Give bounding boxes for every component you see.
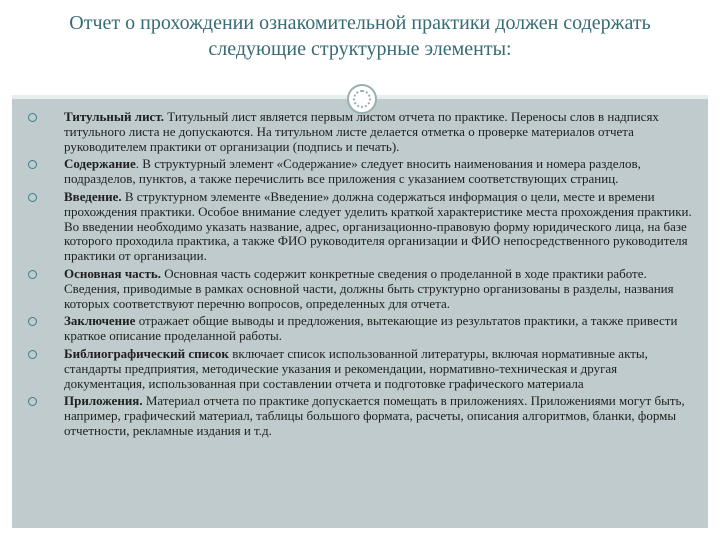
item-text: Материал отчета по практике допускается помещать в приложениях. Приложениями могут быть, например, графический материал, таблицы большого формата, расчеты, описания алгоритмов, бланки, формы отчетности, рекламные издания и т.д. bbox=[64, 393, 685, 438]
list-item-appendices bbox=[24, 394, 700, 438]
item-text: В структурном элементе «Введение» должна содержаться информация о цели, месте и времени прохождения практики. Особое внимание следует уделить краткой характеристике места прохождения практики. Во введении необходимо указать название, адрес, организационно-правовую форму юридического лица, на базе которого проходила практика, а также ФИО руководителя организации и ФИО непосредственного руководителя практики от организации. bbox=[64, 188, 692, 264]
item-text: Основная часть содержит конкретные сведения о проделанной в ходе практики работе. Сведения, приводимые в рамках основной части, должны быть структурно организованы в разделы, названия которых соответствуют перечню вопросов, определенных для отчета. bbox=[64, 265, 674, 311]
item-term: Заключение bbox=[64, 313, 136, 329]
circle-bullet-icon bbox=[28, 160, 37, 169]
item-term: Введение. bbox=[64, 188, 122, 204]
circle-bullet-icon bbox=[28, 193, 37, 202]
list-item-bibliography bbox=[24, 347, 700, 391]
list-item-title-page bbox=[24, 110, 700, 154]
content-list bbox=[24, 110, 700, 442]
circle-bullet-icon bbox=[28, 317, 37, 326]
list-item-main-part bbox=[24, 267, 700, 311]
circle-bullet-icon bbox=[28, 270, 37, 279]
item-text: . В структурный элемент «Содержание» следует вносить наименования и номера разделов, подразделов, пунктов, а также перечислить все приложения с указанием соответствующих страниц. bbox=[64, 156, 641, 187]
item-text: Титульный лист является первым листом отчета по практике. Переносы слов в надписях титульного листа не допускаются. На титульном листе делается отметка о проверке материалов отчета руководителем практики от организации (подпись и печать). bbox=[64, 109, 659, 154]
circle-bullet-icon bbox=[28, 397, 37, 406]
circle-bullet-icon bbox=[28, 113, 37, 122]
circle-bullet-icon bbox=[28, 350, 37, 359]
item-term: Приложения. bbox=[64, 393, 143, 409]
slide-title bbox=[32, 10, 688, 62]
item-term: Титульный лист. bbox=[64, 109, 164, 124]
list-item-introduction bbox=[24, 190, 700, 264]
title-line-2: следующие структурные элементы: bbox=[208, 38, 512, 60]
item-text: включает список использованной литературы, включая нормативные акты, стандарты предприятия, методические указания и рекомендации, нормативно-техническая и другая документация, использованная при составлении отчета и подготовке графического материала bbox=[64, 345, 648, 391]
title-line-1: Отчет о прохождении ознакомительной практики должен содержать bbox=[69, 12, 651, 34]
item-term: Библиографический список bbox=[64, 345, 229, 361]
slide bbox=[12, 0, 708, 528]
item-term: Содержание bbox=[64, 156, 136, 172]
title-area bbox=[12, 0, 708, 95]
item-term: Основная часть. bbox=[64, 265, 161, 281]
list-item-conclusion bbox=[24, 314, 700, 344]
item-text: отражает общие выводы и предложения, вытекающие из результатов практики, а также привести краткое описание проделанной работы. bbox=[64, 313, 678, 344]
list-item-contents bbox=[24, 157, 700, 187]
